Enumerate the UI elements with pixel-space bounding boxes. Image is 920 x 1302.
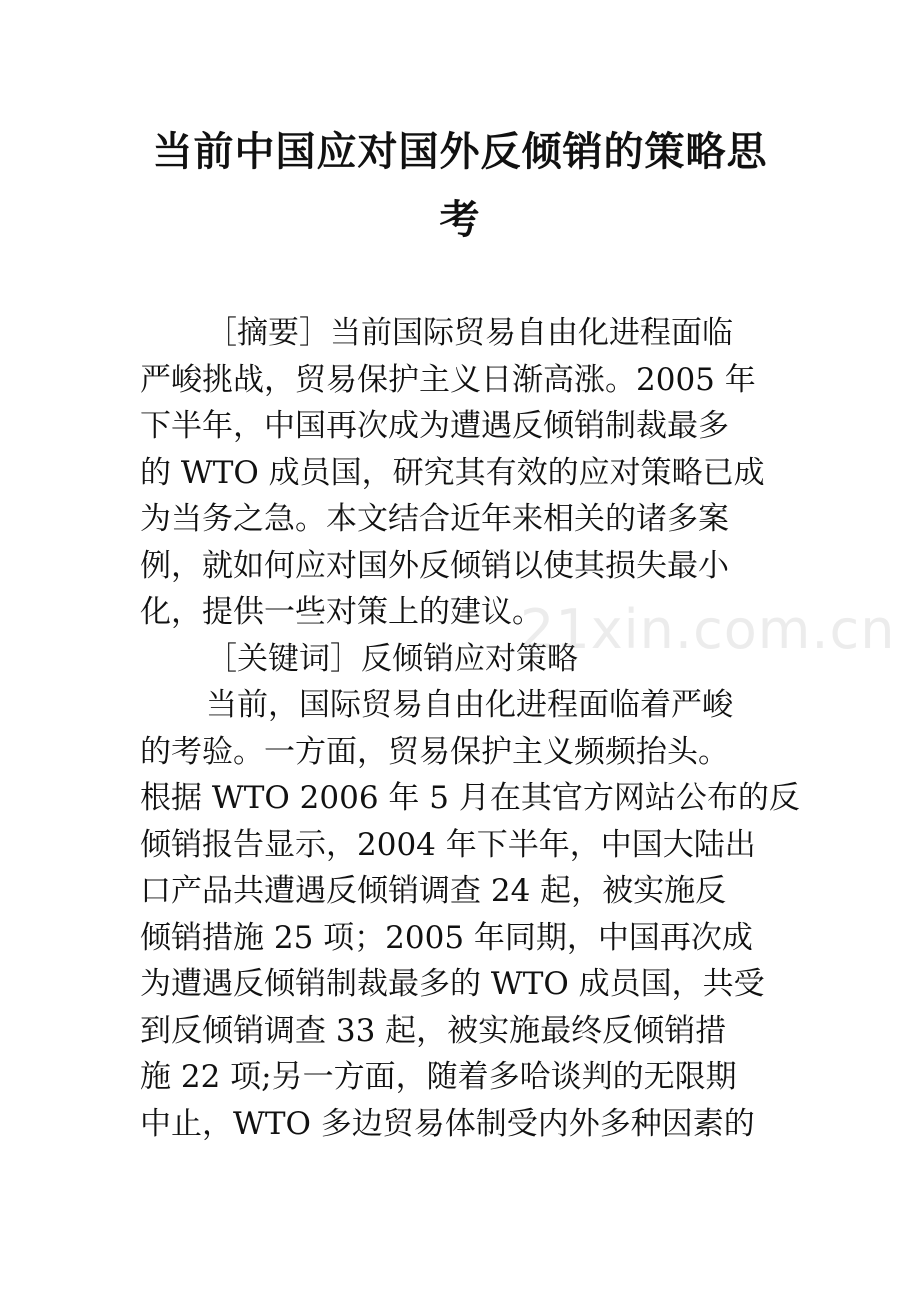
paragraph-line: 施 22 项;另一方面，随着多哈谈判的无限期 — [140, 1059, 737, 1095]
paragraph-line: 当前，国际贸易自由化进程面临着严峻 — [206, 687, 733, 723]
paragraph-line: 到反倾销调查 33 起，被实施最终反倾销措 — [140, 1012, 727, 1049]
paragraph-line: 根据 WTO 2006 年 5 月在其官方网站公布的反 — [140, 780, 800, 816]
document-body — [140, 310, 840, 1147]
abstract-line: 化，提供一些对策上的建议。 — [140, 594, 543, 630]
watermark: 21xin.com.cn — [520, 598, 896, 661]
abstract-line: 为当务之急。本文结合近年来相关的诸多案 — [140, 501, 729, 537]
title-line-1: 当前中国应对国外反倾销的策略思 — [152, 129, 768, 175]
abstract-line: 严峻挑战，贸易保护主义日渐高涨。2005 年 — [140, 361, 756, 398]
paragraph-line: 中止，WTO 多边贸易体制受内外多种因素的 — [140, 1105, 755, 1142]
document-title — [0, 118, 920, 254]
title-line-2: 考 — [439, 197, 481, 243]
abstract-line: 的 WTO 成员国，研究其有效的应对策略已成 — [140, 454, 765, 491]
paragraph-line: 倾销报告显示，2004 年下半年，中国大陆出 — [140, 826, 756, 863]
abstract-line: ［摘要］当前国际贸易自由化进程面临 — [206, 315, 733, 351]
keywords-line: ［关键词］反倾销应对策略 — [206, 640, 578, 677]
paragraph-line: 口产品共遭遇反倾销调查 24 起，被实施反 — [140, 873, 727, 909]
abstract-line: 下半年，中国再次成为遭遇反倾销制裁最多 — [140, 408, 729, 444]
paragraph-line: 倾销措施 25 项；2005 年同期，中国再次成 — [140, 919, 753, 956]
paragraph-line: 为遭遇反倾销制裁最多的 WTO 成员国，共受 — [140, 966, 765, 1002]
paragraph-line: 的考验。一方面，贸易保护主义频频抬头。 — [140, 733, 729, 770]
abstract-line: 例，就如何应对国外反倾销以使其损失最小 — [140, 547, 729, 584]
